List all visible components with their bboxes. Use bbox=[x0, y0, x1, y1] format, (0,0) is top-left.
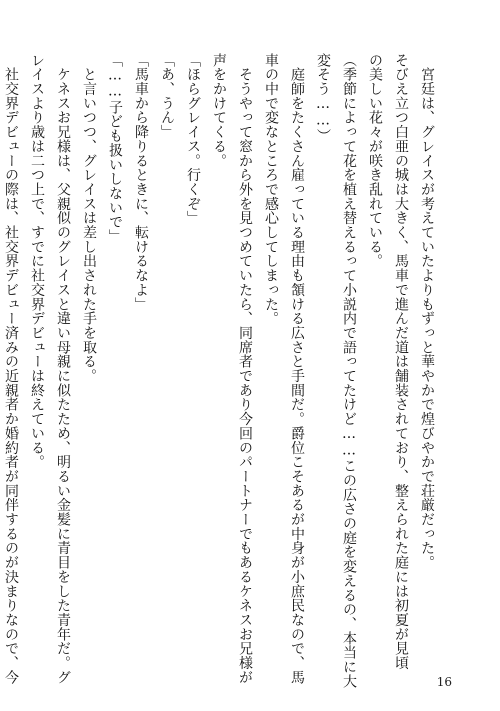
text-line: ケネスお兄様は、父親似のグレイスと違い母親に似たため、明るい金髪に青目をした青年だ。グ bbox=[55, 53, 71, 685]
text-line: 「……子ども扱いしないで」 bbox=[107, 53, 123, 244]
text-line: 変そう……） bbox=[315, 53, 331, 144]
vertical-text-body bbox=[0, 53, 440, 689]
text-line: 「ほらグレイス。行くぞ」 bbox=[185, 53, 201, 226]
text-line: レイスより歳は二つ上で、すでに社交界デビューは終えている。 bbox=[29, 53, 45, 470]
text-line: そうやって窓から外を見つめていたら、同席者であり今回のパートナーでもあるケネスお兄様が bbox=[237, 53, 253, 685]
text-line: 車の中で変なところで感心してしまった。 bbox=[263, 53, 279, 326]
text-line: 「馬車から降りるときに、転けるなよ」 bbox=[133, 53, 149, 312]
text-line: 庭師をたくさん雇っている理由も頷ける広さと手間だ。爵位こそあるが中身が小庶民なので、馬 bbox=[289, 53, 305, 685]
text-line: 社交界デビューの際は、社交界デビュー済みの近親者か婚約者が同伴するのが決まりなので、今 bbox=[3, 53, 19, 685]
text-line: と言いつつ、グレイスは差し出された手を取る。 bbox=[81, 53, 97, 384]
text-line: 宮廷は、グレイスが考えていたよりもずっと華やかで煌びやかで荘厳だった。 bbox=[419, 53, 435, 570]
page-number: 16 bbox=[436, 675, 452, 689]
text-line: 声をかけてくる。 bbox=[211, 53, 227, 168]
text-line: の美しい花々が咲き乱れている。 bbox=[367, 53, 383, 269]
text-line: そびえ立つ白亜の城は大きく、馬車で進んだ道は舗装されており、整えられた庭には初夏が見頃 bbox=[393, 53, 409, 671]
text-line: 「あ、うん」 bbox=[159, 53, 175, 140]
text-line: （季節によって花を植え替えるって小説内で語ってたけど……この広さの庭を変えるの、本当に大 bbox=[341, 53, 357, 689]
